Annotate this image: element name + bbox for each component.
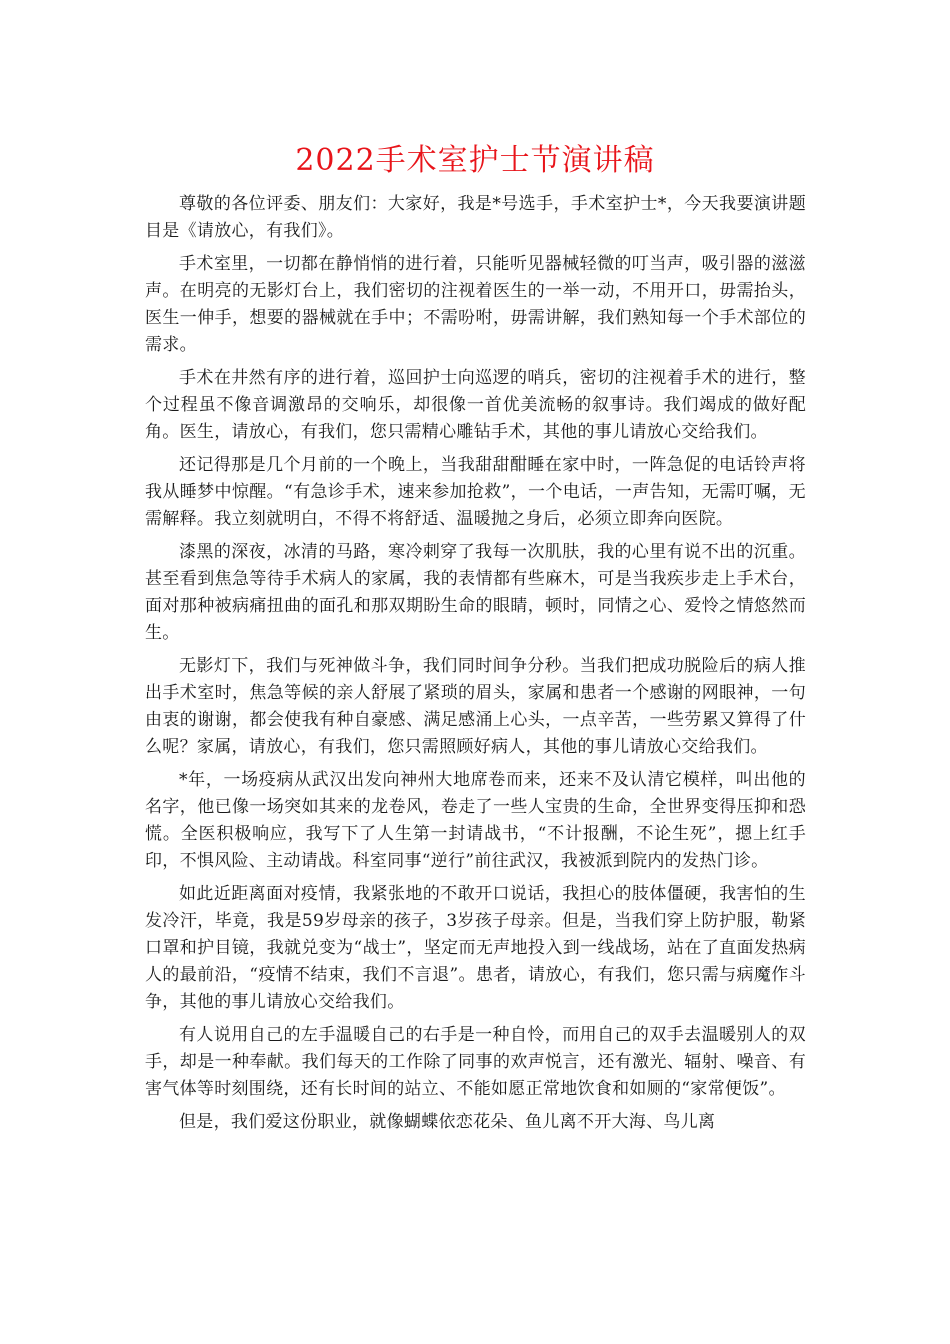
paragraph-6: 无影灯下，我们与死神做斗争，我们同时间争分秒。当我们把成功脱险后的病人推出手术室时，焦急等候的亲人舒展了紧琐的眉头，家属和患者一个感谢的网眼神，一句由衷的谢谢，都会使我有种自豪感、满足感涌上心头，一点辛苦，一些劳累又算得了什么呢？家属，请放心，有我们，您只需照顾好病人，其他的事儿请放心交给我们。 — [145, 656, 806, 757]
paragraph-7: *年，一场疫病从武汉出发向神州大地席卷而来，还来不及认清它模样，叫出他的名字，他已像一场突如其来的龙卷风，卷走了一些人宝贵的生命，全世界变得压抑和恐慌。全医积极响应，我写下了人生第一封请战书，“不计报酬，不论生死”，摁上红手印，不惧风险、主动请战。科室同事“逆行”前往武汉，我被派到院内的发热门诊。 — [145, 770, 806, 871]
paragraph-8: 如此近距离面对疫情，我紧张地的不敢开口说话，我担心的肢体僵硬，我害怕的生发冷汗，毕竟，我是59岁母亲的孩子，3岁孩子母亲。但是，当我们穿上防护服，勒紧口罩和护目镜，我就兑变为“战士”，坚定而无声地投入到一线战场，站在了直面发热病人的最前沿，“疫情不结束，我们不言退”。患者，请放心，有我们，您只需与病魔作斗争，其他的事儿请放心交给我们。 — [145, 884, 806, 1012]
paragraph-4: 还记得那是几个月前的一个晚上，当我甜甜酣睡在家中时，一阵急促的电话铃声将我从睡梦中惊醒。“有急诊手术，速来参加抢救”，一个电话，一声告知，无需叮嘱，无需解释。我立刻就明白，不得不将舒适、温暖抛之身后，必须立即奔向医院。 — [145, 455, 806, 529]
paragraph-5: 漆黑的深夜，冰清的马路，寒冷刺穿了我每一次肌肤，我的心里有说不出的沉重。甚至看到焦急等待手术病人的家属，我的表情都有些麻木，可是当我疾步走上手术台，面对那种被病痛扭曲的面孔和那双期盼生命的眼睛，顿时，同情之心、爱怜之情悠然而生。 — [145, 542, 806, 643]
document-title: 2022手术室护士节演讲稿 — [295, 143, 655, 178]
paragraph-3: 手术在井然有序的进行着，巡回护士向巡逻的哨兵，密切的注视着手术的进行，整个过程虽不像音调激昂的交响乐，却很像一首优美流畅的叙事诗。我们竭成的做好配角。医生，请放心，有我们，您只需精心雕钻手术，其他的事儿请放心交给我们。 — [145, 368, 806, 442]
paragraph-1: 尊敬的各位评委、朋友们：大家好，我是*号选手，手术室护士*，今天我要演讲题目是《请放心，有我们》。 — [145, 194, 806, 241]
paragraph-9: 有人说用自己的左手温暖自己的右手是一种自怜，而用自己的双手去温暖别人的双手，却是一种奉献。我们每天的工作除了同事的欢声悦言，还有激光、辐射、噪音、有害气体等时刻围绕，还有长时间的站立、不能如愿正常地饮食和如厕的“家常便饭”。 — [145, 1025, 806, 1099]
document-body — [145, 191, 806, 1142]
paragraph-10: 但是，我们爱这份职业，就像蝴蝶依恋花朵、鱼儿离不开大海、鸟儿离 — [179, 1112, 716, 1132]
paragraph-2: 手术室里，一切都在静悄悄的进行着，只能听见器械轻微的叮当声，吸引器的滋滋声。在明亮的无影灯台上，我们密切的注视着医生的一举一动，不用开口，毋需抬头，医生一伸手，想要的器械就在手中；不需吩咐，毋需讲解，我们熟知每一个手术部位的需求。 — [145, 254, 806, 355]
